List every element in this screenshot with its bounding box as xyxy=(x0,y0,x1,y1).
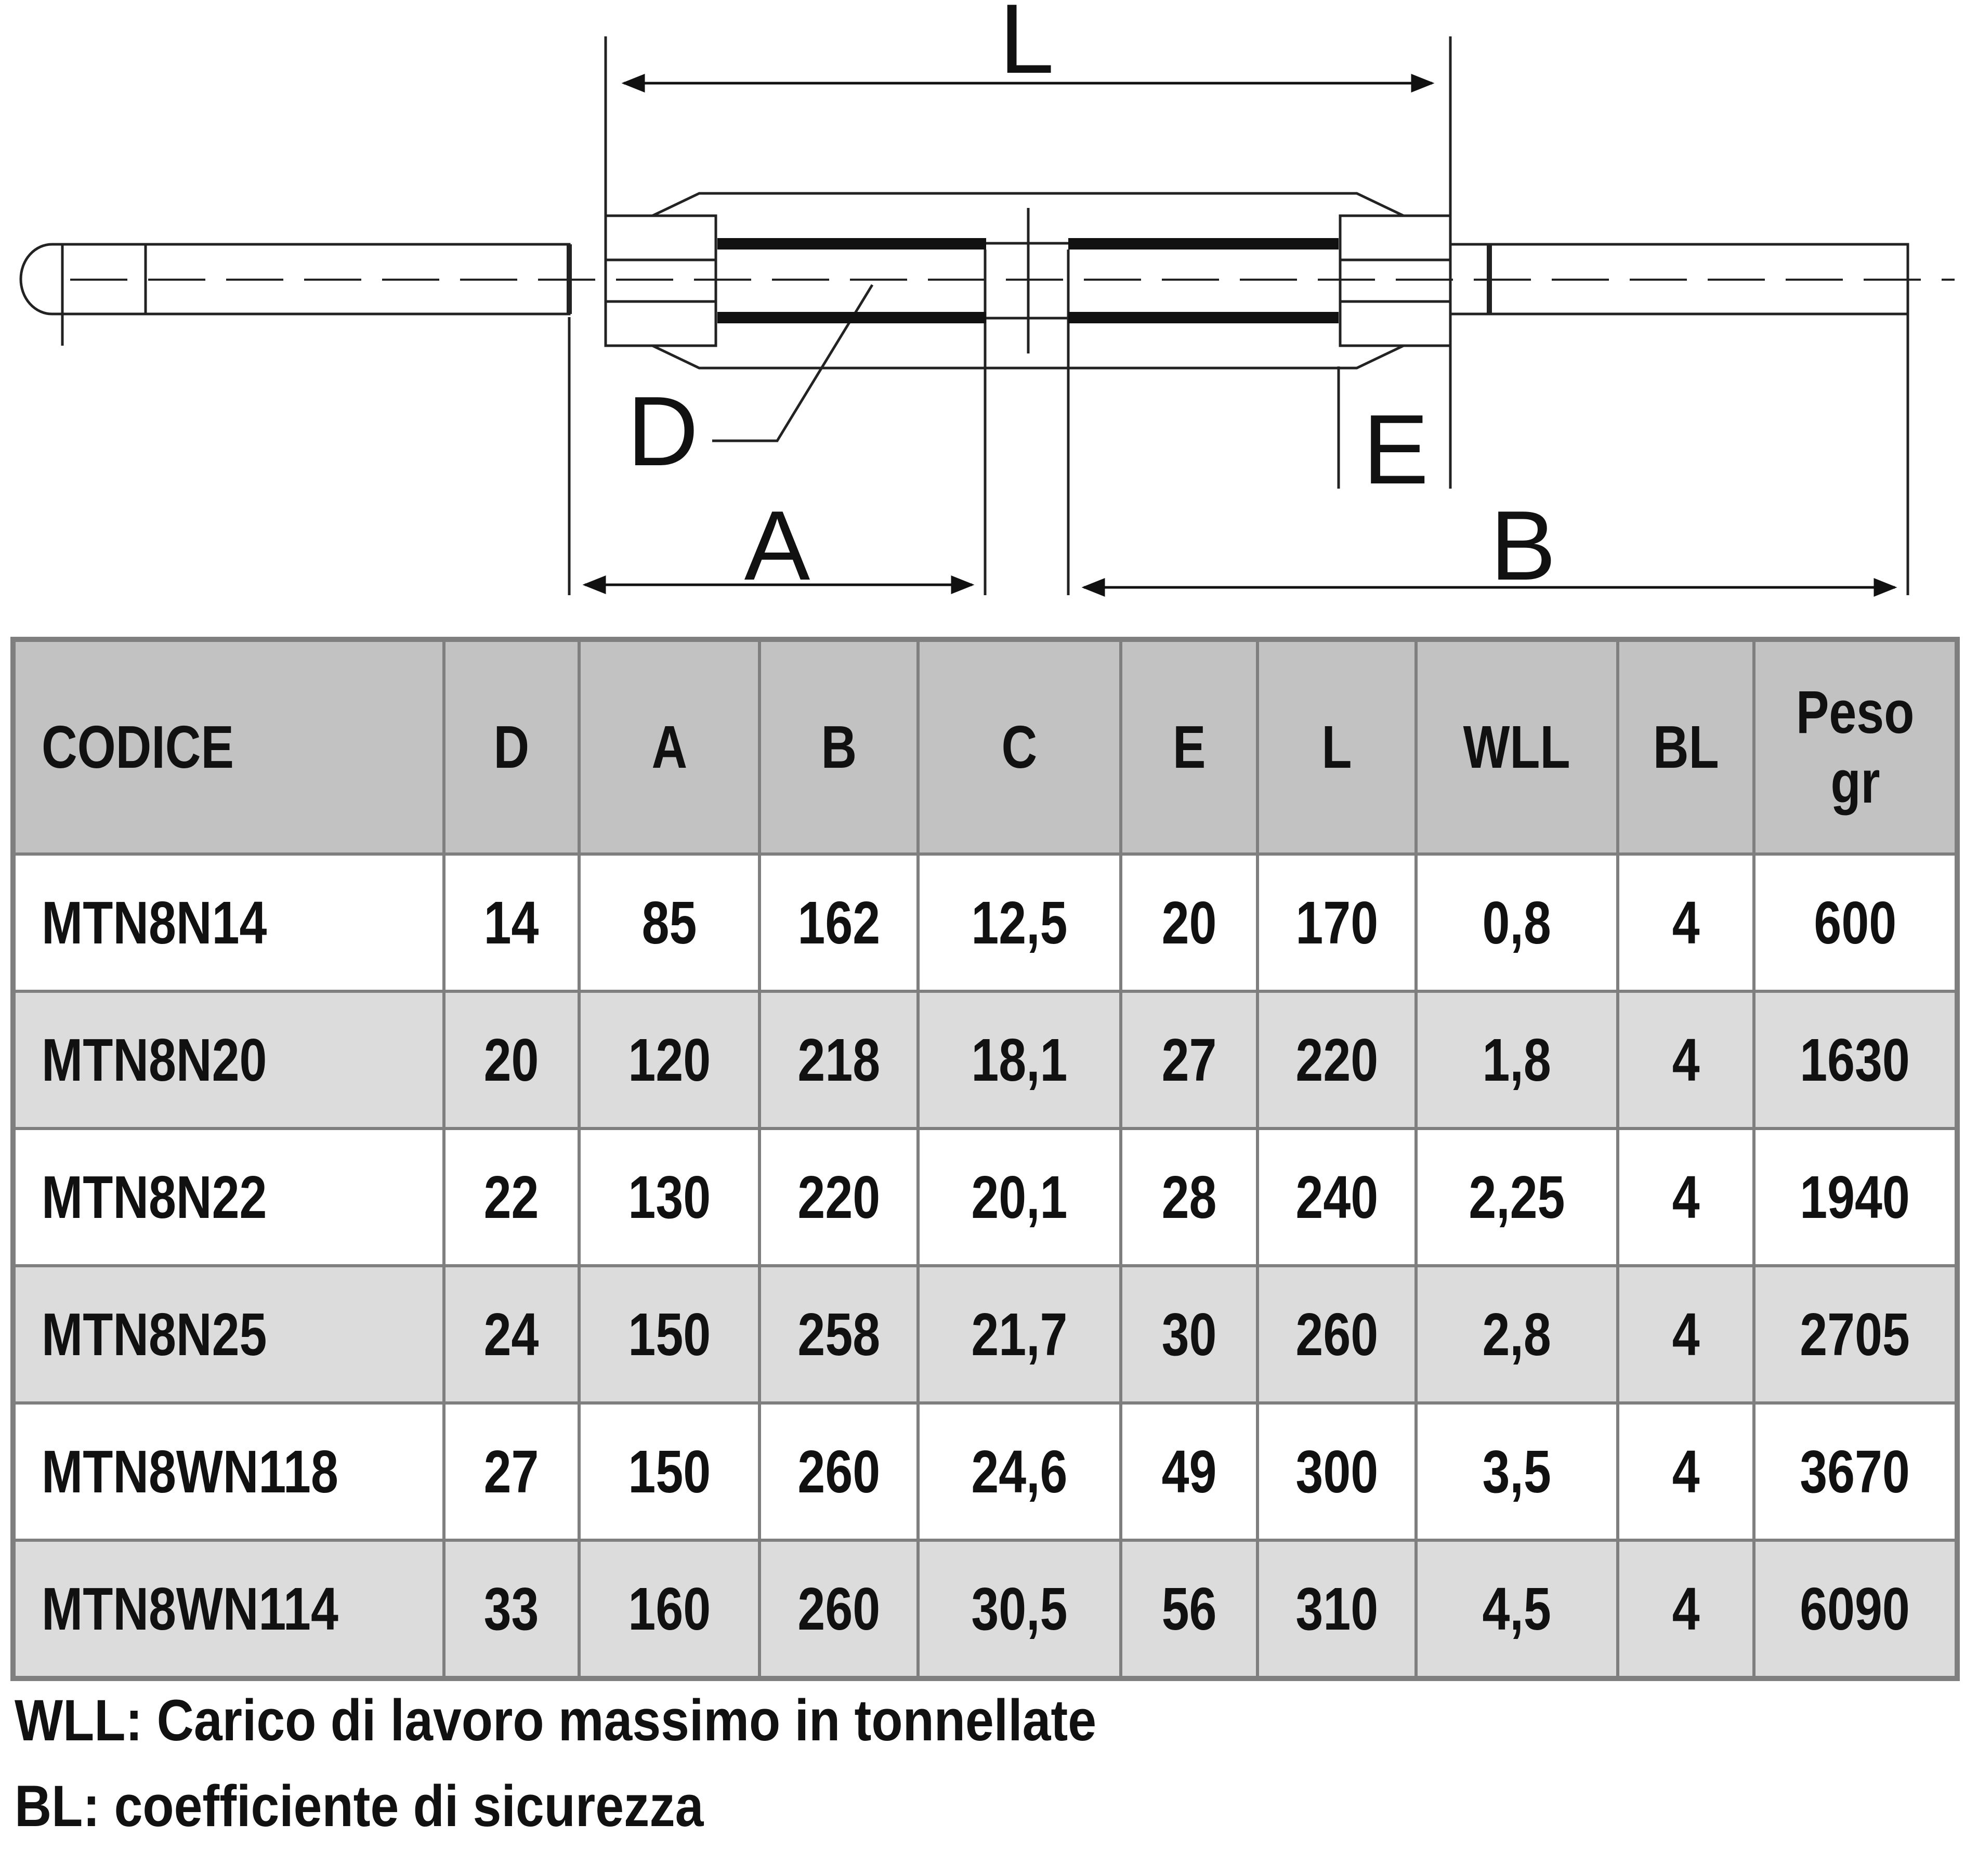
header-wll: WLL xyxy=(1416,639,1618,854)
cell-value: 28 xyxy=(1121,1129,1257,1266)
cell-value: 20 xyxy=(1121,854,1257,991)
cell-value: 24 xyxy=(444,1266,579,1403)
cell-value: 33 xyxy=(444,1540,579,1678)
cell-value: 130 xyxy=(579,1129,759,1266)
cell-value: 56 xyxy=(1121,1540,1257,1678)
cell-value: 170 xyxy=(1257,854,1416,991)
cell-codice: MTN8N25 xyxy=(13,1266,444,1403)
cell-value: 18,1 xyxy=(918,991,1121,1129)
dimension-label-E: E xyxy=(1363,395,1429,505)
cell-value: 600 xyxy=(1754,854,1957,991)
cell-value: 4,5 xyxy=(1416,1540,1618,1678)
cell-value: 30,5 xyxy=(918,1540,1121,1678)
cell-value: 4 xyxy=(1618,854,1754,991)
table-row xyxy=(13,1540,1957,1678)
table-row xyxy=(13,1403,1957,1540)
cell-value: 220 xyxy=(759,1129,918,1266)
cell-value: 49 xyxy=(1121,1403,1257,1540)
table-row xyxy=(13,854,1957,991)
cell-value: 1940 xyxy=(1754,1129,1957,1266)
cell-value: 150 xyxy=(579,1403,759,1540)
cell-value: 6090 xyxy=(1754,1540,1957,1678)
cell-value: 12,5 xyxy=(918,854,1121,991)
cell-value: 27 xyxy=(1121,991,1257,1129)
cell-value: 4 xyxy=(1618,991,1754,1129)
cell-value: 218 xyxy=(759,991,918,1129)
header-e: E xyxy=(1121,639,1257,854)
header-bl: BL xyxy=(1618,639,1754,854)
table-row xyxy=(13,991,1957,1129)
note-bl: BL: coefficiente di sicurezza xyxy=(15,1774,704,1839)
cell-value: 260 xyxy=(1257,1266,1416,1403)
cell-value: 0,8 xyxy=(1416,854,1618,991)
cell-value: 22 xyxy=(444,1129,579,1266)
table-row xyxy=(13,1129,1957,1266)
turnbuckle-diagram xyxy=(0,0,1965,613)
cell-value: 2,8 xyxy=(1416,1266,1618,1403)
cell-value: 20 xyxy=(444,991,579,1129)
header-l: L xyxy=(1257,639,1416,854)
cell-value: 3670 xyxy=(1754,1403,1957,1540)
table-header-row xyxy=(13,639,1957,854)
cell-value: 240 xyxy=(1257,1129,1416,1266)
cell-codice: MTN8N14 xyxy=(13,854,444,991)
cell-value: 150 xyxy=(579,1266,759,1403)
cell-value: 300 xyxy=(1257,1403,1416,1540)
cell-value: 310 xyxy=(1257,1540,1416,1678)
cell-value: 27 xyxy=(444,1403,579,1540)
cell-value: 4 xyxy=(1618,1403,1754,1540)
header-d: D xyxy=(444,639,579,854)
spec-table xyxy=(10,637,1960,1681)
cell-value: 4 xyxy=(1618,1540,1754,1678)
cell-value: 85 xyxy=(579,854,759,991)
dimension-label-L: L xyxy=(999,0,1054,94)
cell-codice: MTN8N22 xyxy=(13,1129,444,1266)
cell-value: 1630 xyxy=(1754,991,1957,1129)
note-wll: WLL: Carico di lavoro massimo in tonnellate xyxy=(15,1688,1097,1753)
cell-value: 3,5 xyxy=(1416,1403,1618,1540)
cell-codice: MTN8WN118 xyxy=(13,1403,444,1540)
cell-value: 260 xyxy=(759,1403,918,1540)
dimension-label-D: D xyxy=(627,376,699,487)
header-a: A xyxy=(579,639,759,854)
cell-value: 20,1 xyxy=(918,1129,1121,1266)
cell-value: 4 xyxy=(1618,1266,1754,1403)
header-peso: Peso gr xyxy=(1754,639,1957,854)
cell-value: 2705 xyxy=(1754,1266,1957,1403)
cell-value: 260 xyxy=(759,1540,918,1678)
cell-value: 24,6 xyxy=(918,1403,1121,1540)
header-c: C xyxy=(918,639,1121,854)
cell-value: 2,25 xyxy=(1416,1129,1618,1266)
cell-value: 120 xyxy=(579,991,759,1129)
cell-codice: MTN8N20 xyxy=(13,991,444,1129)
cell-value: 162 xyxy=(759,854,918,991)
cell-value: 30 xyxy=(1121,1266,1257,1403)
cell-value: 160 xyxy=(579,1540,759,1678)
cell-codice: MTN8WN114 xyxy=(13,1540,444,1678)
cell-value: 21,7 xyxy=(918,1266,1121,1403)
dimension-label-B: B xyxy=(1490,491,1556,601)
cell-value: 4 xyxy=(1618,1129,1754,1266)
cell-value: 14 xyxy=(444,854,579,991)
cell-value: 220 xyxy=(1257,991,1416,1129)
cell-value: 258 xyxy=(759,1266,918,1403)
cell-value: 1,8 xyxy=(1416,991,1618,1129)
table-row xyxy=(13,1266,1957,1403)
header-codice: CODICE xyxy=(13,639,444,854)
dimension-label-A: A xyxy=(744,491,810,601)
header-b: B xyxy=(759,639,918,854)
